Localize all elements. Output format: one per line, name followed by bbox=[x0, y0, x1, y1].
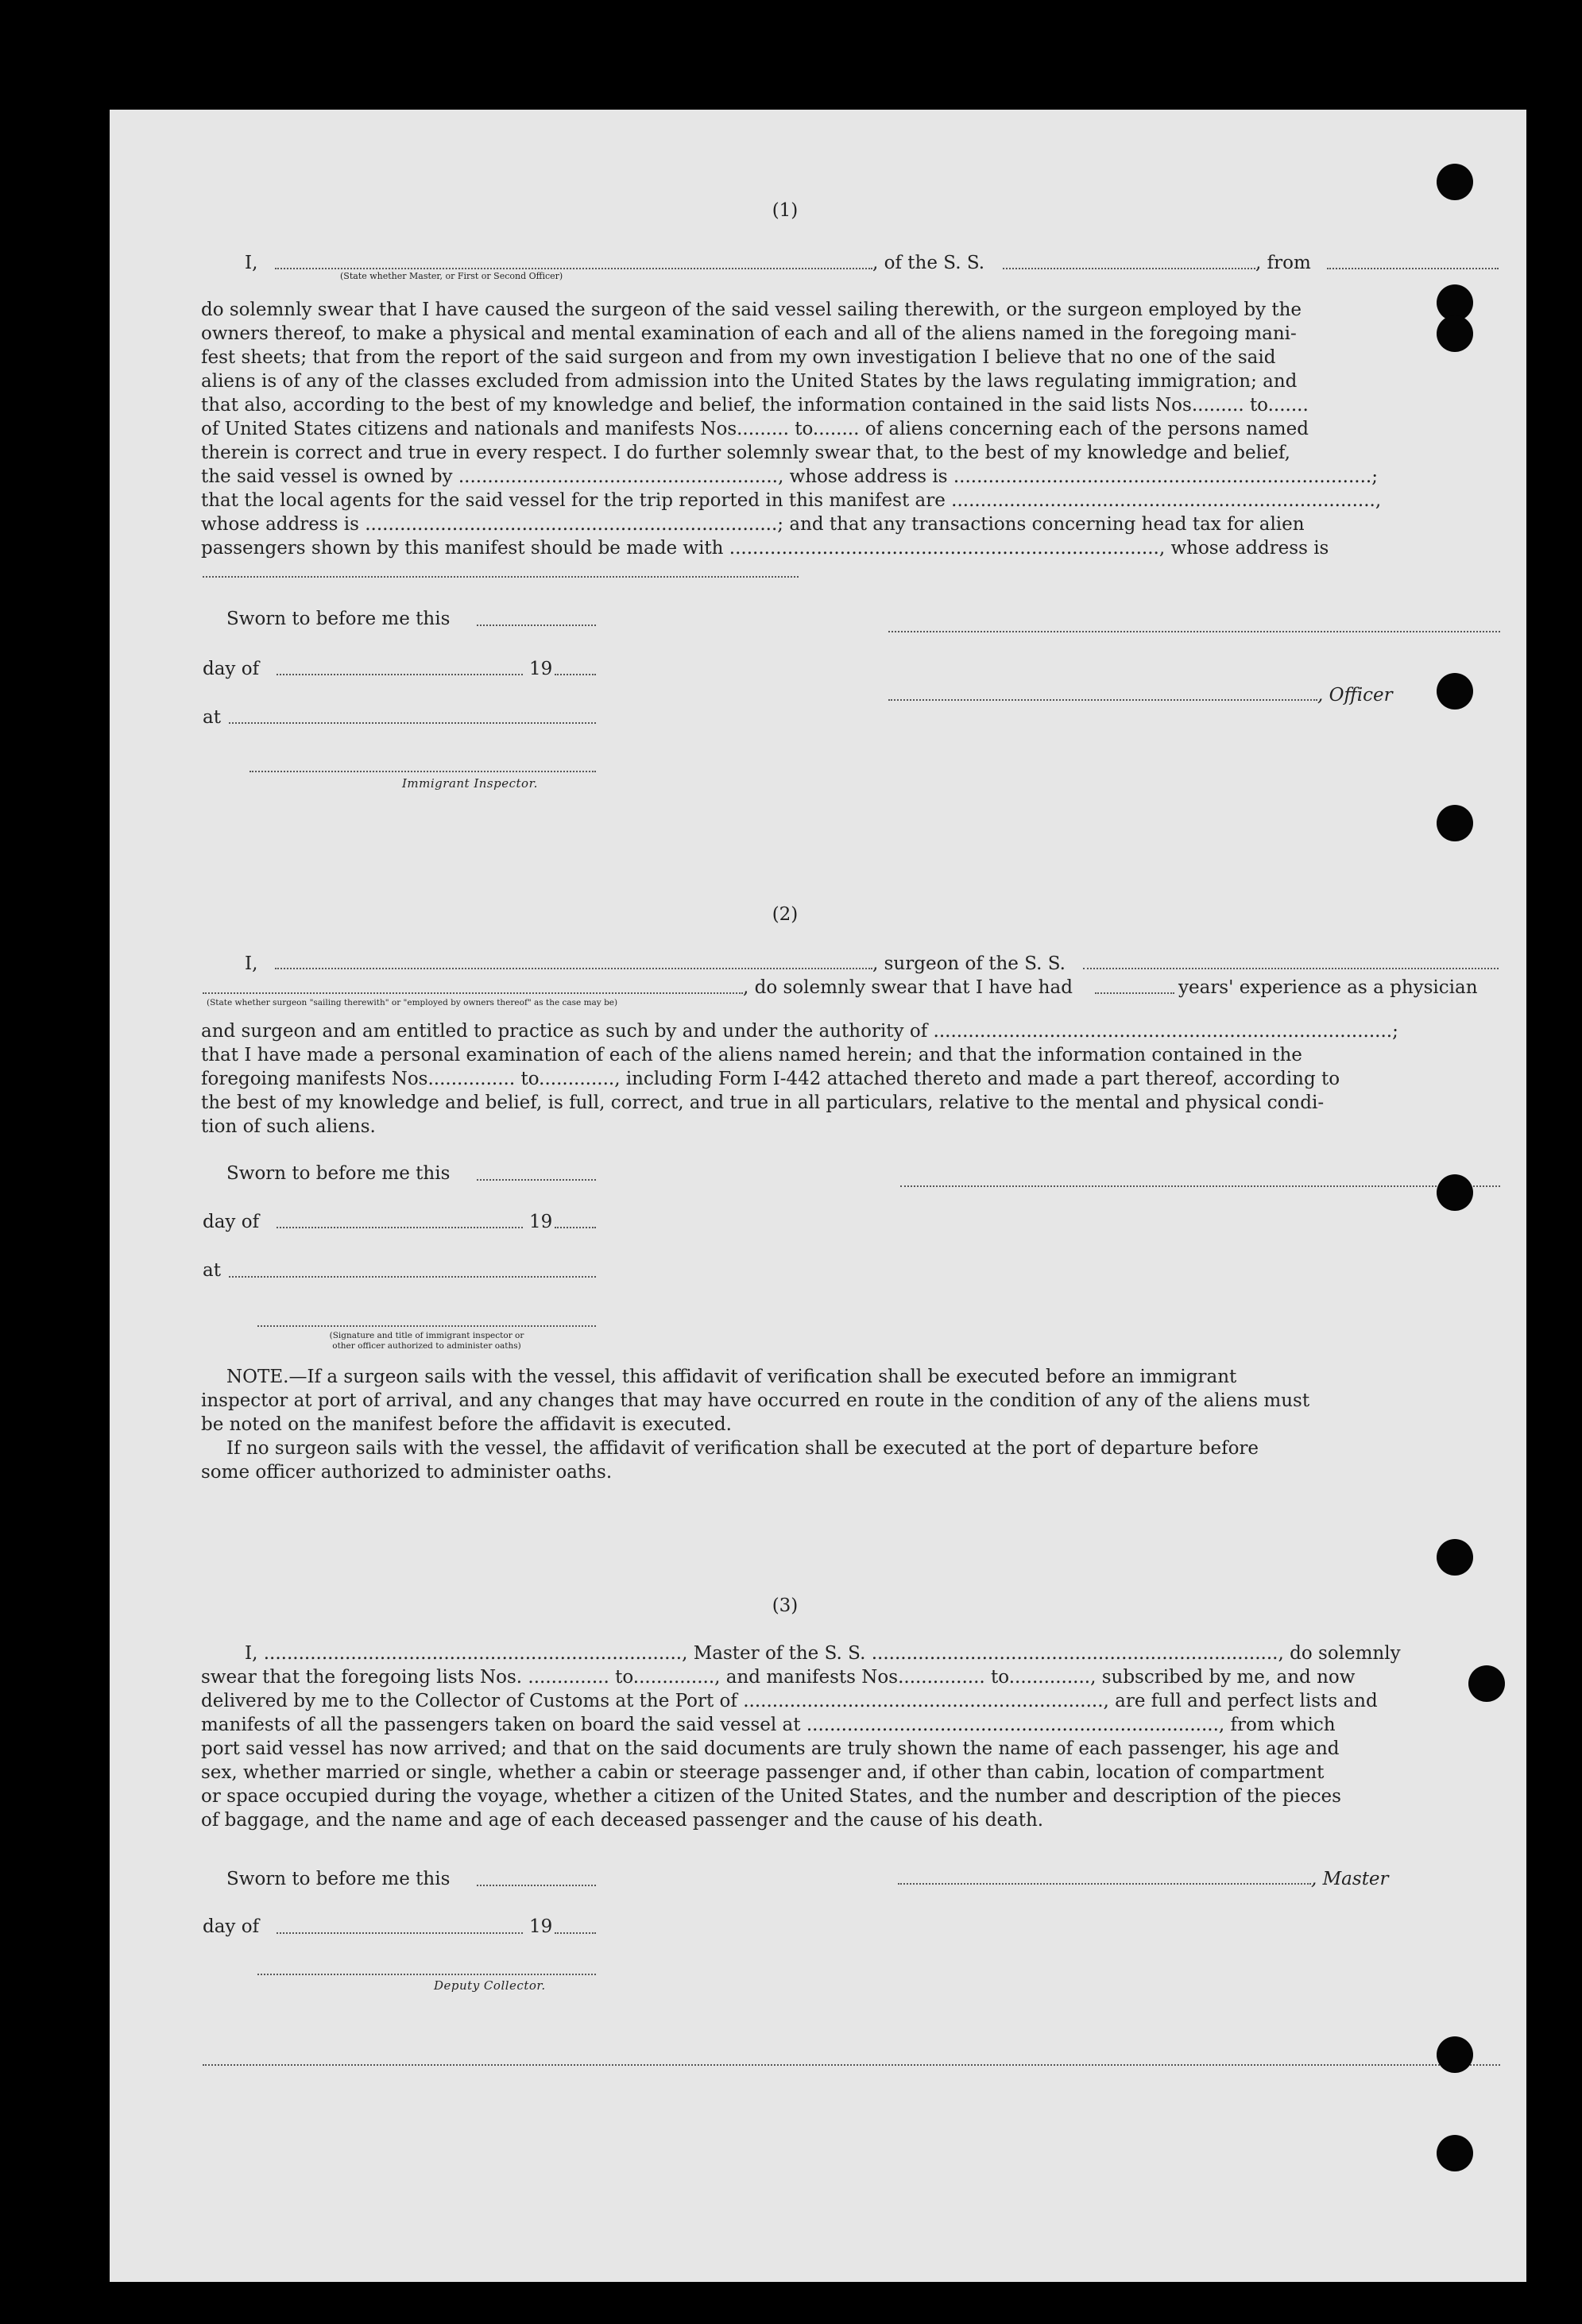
binder-hole-3 bbox=[1437, 315, 1473, 352]
section-1-i: I, bbox=[245, 253, 258, 273]
section-3-body: I, ........................................................................, Master of the S. S. ......................................................................, do solemnly swear that the foregoing lists Nos. .............. to.............., and manifests Nos............... to.............., subscribed by me, and now delivered by me to the Collector of Customs at the Port of .............................................................., are full and perfect lists and manifests of all the passengers taken on board the said vessel at ......................................................................., from which port said vessel has now arrived; and that on the said documents are truly shown the name of each passenger, his age and sex, whether married or single, whether a cabin or steerage passenger and, if other than cabin, location of compartment or space occupied during the voyage, whether a citizen of the United States, and the number and description of the pieces of baggage, and the name and age of each deceased passenger and the cause of his death. bbox=[201, 1643, 1401, 1831]
note-paragraph: NOTE.—If a surgeon sails with the vessel, this affidavit of verification shall be executed before an immigrant inspector at port of arrival, and any changes that may have occurred en route in the condition of any of the aliens must be noted on the manifest before the affidavit is executed. If no surgeon sails with the vessel, the affidavit of verification shall be executed at the port of departure before some officer authorized to administer oaths. bbox=[201, 1367, 1310, 1483]
officer-label: , Officer bbox=[1317, 685, 1393, 706]
year-field-1[interactable] bbox=[555, 674, 596, 675]
deputy-label: Deputy Collector. bbox=[434, 1978, 546, 1993]
at-label-1: at bbox=[203, 707, 221, 728]
signature-note-line-2: other officer authorized to administer oaths) bbox=[332, 1341, 521, 1351]
binder-hole-9 bbox=[1437, 2036, 1473, 2073]
binder-hole-6 bbox=[1437, 1174, 1473, 1211]
day-of-label-1: day of bbox=[203, 659, 260, 679]
officer-signature-line-2[interactable] bbox=[888, 699, 1317, 701]
surgeon-note: (State whether surgeon "sailing therewith" or "employed by owners thereof" as the case may be) bbox=[207, 998, 618, 1007]
section-1-number: (1) bbox=[772, 200, 799, 221]
sworn-label-1: Sworn to before me this bbox=[226, 609, 451, 629]
section-3-number: (3) bbox=[772, 1595, 799, 1616]
section-2-body: and surgeon and am entitled to practice as such by and under the authority of ...............................................................................; that I have made a personal examination of each of the aliens named herein; and that the information contained in the foregoing manifests Nos............... to............., including Form I-442 attached thereto and made a part thereof, according to the best of my knowledge and belief, is full, correct, and true in all particulars, relative to the mental and physical condi- tion of such aliens. bbox=[201, 1021, 1398, 1137]
deputy-signature-line[interactable] bbox=[257, 1974, 596, 1975]
binder-hole-8 bbox=[1468, 1665, 1505, 1702]
at-field-2[interactable] bbox=[229, 1276, 596, 1278]
day-of-label-2: day of bbox=[203, 1212, 260, 1232]
sworn-day-field-1[interactable] bbox=[477, 625, 596, 626]
year-label-1: 19 bbox=[529, 659, 553, 679]
surgeon-of-ss-label: , surgeon of the S. S. bbox=[872, 953, 1066, 974]
master-name-field[interactable] bbox=[275, 268, 872, 269]
binder-hole-5 bbox=[1437, 805, 1473, 841]
from-port-field[interactable] bbox=[1327, 268, 1499, 269]
inspector-signature-line[interactable] bbox=[249, 771, 596, 772]
section-2-i: I, bbox=[245, 953, 258, 974]
master-signature-line[interactable] bbox=[898, 1883, 1311, 1885]
officer-signature-line-1[interactable] bbox=[888, 631, 1500, 632]
sworn-label-2: Sworn to before me this bbox=[226, 1163, 451, 1184]
day-of-label-3: day of bbox=[203, 1916, 260, 1937]
binder-hole-1 bbox=[1437, 164, 1473, 200]
surgeon-signature-line[interactable] bbox=[900, 1185, 1500, 1187]
year-label-3: 19 bbox=[529, 1916, 553, 1937]
inspector-signature-line-2[interactable] bbox=[257, 1325, 596, 1327]
signature-note bbox=[257, 1331, 596, 1351]
at-label-2: at bbox=[203, 1260, 221, 1281]
surgeon-vessel-field[interactable] bbox=[1083, 968, 1499, 969]
vessel-name-field[interactable] bbox=[1003, 268, 1255, 269]
signature-note-line-1: (Signature and title of immigrant inspector or bbox=[329, 1331, 524, 1340]
day-of-field-2[interactable] bbox=[277, 1227, 523, 1228]
day-of-field-3[interactable] bbox=[277, 1932, 523, 1934]
year-field-2[interactable] bbox=[555, 1227, 596, 1228]
surgeon-name-field[interactable] bbox=[275, 968, 872, 969]
sworn-label-3: Sworn to before me this bbox=[226, 1869, 451, 1889]
inspector-label: Immigrant Inspector. bbox=[402, 776, 538, 791]
officer-note: (State whether Master, or First or Second Officer) bbox=[340, 271, 563, 281]
day-of-field-1[interactable] bbox=[277, 674, 523, 675]
of-ss-label: , of the S. S. bbox=[872, 253, 985, 273]
binder-hole-4 bbox=[1437, 673, 1473, 710]
years-field[interactable] bbox=[1095, 992, 1174, 994]
surgeon-status-field[interactable] bbox=[203, 992, 743, 994]
section-2-number: (2) bbox=[772, 904, 799, 925]
section-1-body: do solemnly swear that I have caused the surgeon of the said vessel sailing therewith, or the surgeon employed by the owners thereof, to make a physical and mental examination of each and all of the aliens named in the foregoing mani- fest sheets; that from the report of the said surgeon and from my own investigation I believe that no one of the said aliens is of any of the classes excluded from admission into the United States by the laws regulating immigration; and that also, according to the best of my knowledge and belief, the information contained in the said lists Nos......... to....... of United States citizens and nationals and manifests Nos......... to........ of aliens concerning each of the persons named therein is correct and true in every respect. I do further solemnly swear that, to the best of my knowledge and belief, the said vessel is owned by ......................................................., whose address is ........................................................................; that the local agents for the said vessel for the trip reported in this manifest are ........................................................................., whose address is .......................................................................; and that any transactions concerning head tax for alien passengers shown by this manifest should be made with .........................................................................., whose address is bbox=[201, 300, 1382, 559]
year-label-2: 19 bbox=[529, 1212, 553, 1232]
sworn-day-field-3[interactable] bbox=[477, 1885, 596, 1886]
bottom-rule bbox=[203, 2064, 1500, 2066]
note-heading: NOTE. bbox=[226, 1367, 289, 1387]
binder-hole-10 bbox=[1437, 2135, 1473, 2171]
master-label: , Master bbox=[1311, 1869, 1389, 1889]
year-field-3[interactable] bbox=[555, 1932, 596, 1934]
from-label: , from bbox=[1255, 253, 1311, 273]
address-continuation-field[interactable] bbox=[203, 576, 799, 578]
binder-hole-7 bbox=[1437, 1539, 1473, 1576]
sworn-day-field-2[interactable] bbox=[477, 1179, 596, 1181]
swear-label: , do solemnly swear that I have had bbox=[743, 977, 1073, 998]
years-experience-label: years' experience as a physician bbox=[1178, 977, 1478, 998]
form-page bbox=[110, 110, 1526, 2282]
at-field-1[interactable] bbox=[229, 722, 596, 724]
